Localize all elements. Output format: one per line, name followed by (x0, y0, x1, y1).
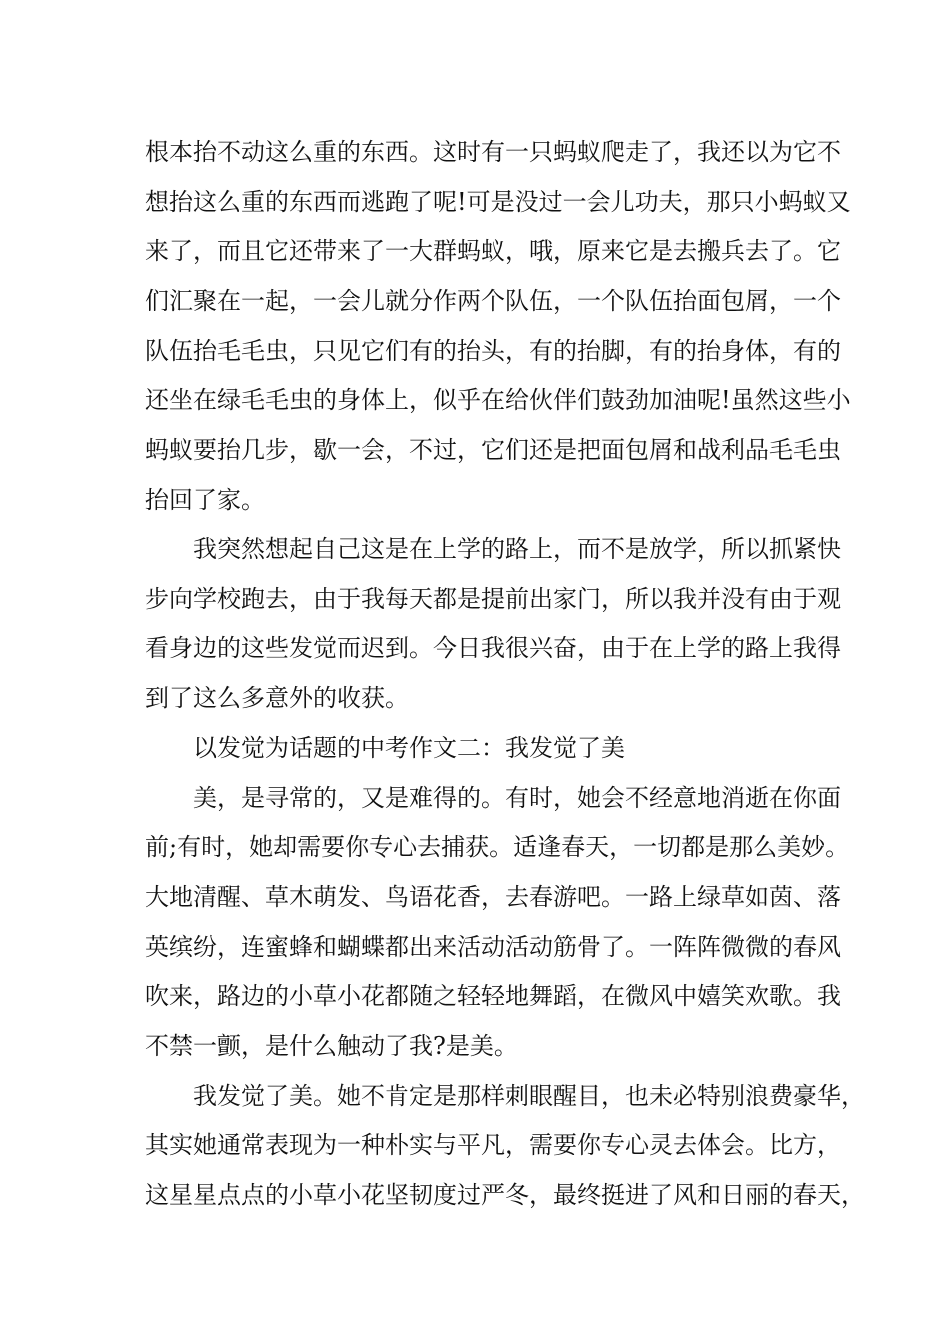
text-line: 还坐在绿毛毛虫的身体上，似乎在给伙伴们鼓劲加油呢!虽然这些小 (145, 386, 851, 414)
text-line: 们汇聚在一起，一会儿就分作两个队伍，一个队伍抬面包屑，一个 (145, 287, 841, 315)
text-line: 吹来，路边的小草小花都随之轻轻地舞蹈，在微风中嬉笑欢歌。我 (145, 982, 841, 1010)
text-line: 来了，而且它还带来了一大群蚂蚁，哦，原来它是去搬兵去了。它 (145, 237, 841, 265)
text-line: 蚂蚁要抬几步，歇一会，不过，它们还是把面包屑和战利品毛毛虫 (145, 436, 841, 464)
text-line: 这星星点点的小草小花坚韧度过严冬，最终挺进了风和日丽的春天， (145, 1181, 865, 1209)
text-line: 不禁一颤，是什么触动了我?是美。 (145, 1032, 518, 1060)
paragraph-first-line: 我突然想起自己这是在上学的路上，而不是放学，所以抓紧快 (193, 535, 841, 563)
paragraph-first-line: 美，是寻常的，又是难得的。有时，她会不经意地消逝在你面 (193, 784, 841, 812)
text-line: 其实她通常表现为一种朴实与平凡，需要你专心灵去体会。比方， (145, 1131, 841, 1159)
section-heading: 以发觉为话题的中考作文二：我发觉了美 (193, 734, 625, 762)
text-line: 到了这么多意外的收获。 (145, 684, 409, 712)
text-line: 看身边的这些发觉而迟到。今日我很兴奋，由于在上学的路上我得 (145, 634, 841, 662)
text-line: 想抬这么重的东西而逃跑了呢!可是没过一会儿功夫，那只小蚂蚁又 (145, 188, 851, 216)
paragraph-first-line: 我发觉了美。她不肯定是那样刺眼醒目，也未必特别浪费豪华， (193, 1082, 865, 1110)
text-line: 前;有时，她却需要你专心去捕获。适逢春天，一切都是那么美妙。 (145, 833, 850, 861)
text-line: 大地清醒、草木萌发、鸟语花香，去春游吧。一路上绿草如茵、落 (145, 883, 841, 911)
text-line: 根本抬不动这么重的东西。这时有一只蚂蚁爬走了，我还以为它不 (145, 138, 841, 166)
text-line: 英缤纷，连蜜蜂和蝴蝶都出来活动活动筋骨了。一阵阵微微的春风 (145, 933, 841, 961)
text-line: 队伍抬毛毛虫，只见它们有的抬头，有的抬脚，有的抬身体，有的 (145, 337, 841, 365)
text-line: 步向学校跑去，由于我每天都是提前出家门，所以我并没有由于观 (145, 585, 841, 613)
text-line: 抬回了家。 (145, 486, 265, 514)
